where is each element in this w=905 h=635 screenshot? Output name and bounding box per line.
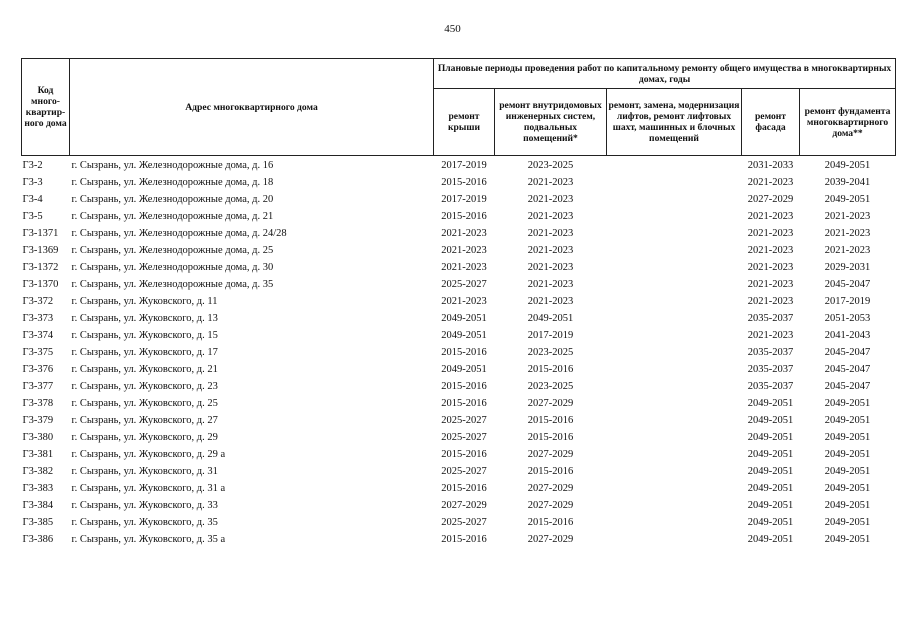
cell-roof: 2049-2051 [441, 313, 487, 324]
cell-code: Г3-384 [22, 500, 54, 511]
cell-facade: 2021-2023 [747, 228, 794, 239]
table-row [22, 225, 896, 242]
table-row [22, 208, 896, 225]
cell-facade: 2021-2023 [747, 177, 794, 188]
cell-roof: 2049-2051 [441, 330, 487, 341]
cell-elevators [607, 378, 742, 395]
cell-roof: 2015-2016 [441, 211, 487, 222]
cell-address: г. Сызрань, ул. Жуковского, д. 17 [71, 347, 218, 358]
cell-roof: 2015-2016 [441, 449, 487, 460]
cell-code: Г3-373 [22, 313, 54, 324]
repair-schedule-table [21, 58, 896, 548]
cell-facade: 2049-2051 [747, 466, 794, 477]
cell-engineering: 2015-2016 [527, 432, 574, 443]
cell-roof: 2025-2027 [441, 432, 487, 443]
cell-facade: 2049-2051 [747, 449, 794, 460]
table-row [22, 514, 896, 531]
cell-code: Г3-1370 [22, 279, 59, 290]
cell-facade: 2049-2051 [747, 483, 794, 494]
cell-foundation: 2021-2023 [824, 228, 871, 239]
cell-address: г. Сызрань, ул. Железнодорожные дома, д. 16 [71, 160, 274, 171]
cell-facade: 2021-2023 [747, 279, 794, 290]
cell-engineering: 2027-2029 [527, 534, 574, 545]
cell-engineering: 2021-2023 [527, 262, 574, 273]
cell-elevators [607, 344, 742, 361]
cell-engineering: 2015-2016 [527, 364, 574, 375]
cell-address: г. Сызрань, ул. Железнодорожные дома, д. 30 [71, 262, 274, 273]
cell-elevators [607, 497, 742, 514]
header-engineering: ремонт внутридомовых инженерных систем, подвальных помещений* [495, 89, 607, 156]
header-address: Адрес многоквартирного дома [70, 59, 434, 156]
cell-code: Г3-385 [22, 517, 54, 528]
cell-elevators [607, 412, 742, 429]
cell-foundation: 2049-2051 [824, 534, 871, 545]
cell-roof: 2017-2019 [441, 194, 487, 205]
cell-address: г. Сызрань, ул. Жуковского, д. 31 а [71, 483, 226, 494]
cell-elevators [607, 174, 742, 191]
cell-engineering: 2023-2025 [527, 160, 574, 171]
cell-elevators [607, 191, 742, 208]
cell-foundation: 2049-2051 [824, 449, 871, 460]
cell-code: Г3-386 [22, 534, 54, 545]
cell-foundation: 2017-2019 [824, 296, 871, 307]
table-row [22, 463, 896, 480]
cell-address: г. Сызрань, ул. Жуковского, д. 23 [71, 381, 218, 392]
table-row [22, 429, 896, 446]
cell-address: г. Сызрань, ул. Жуковского, д. 35 а [71, 534, 226, 545]
header-elevators: ремонт, замена, модернизация лифтов, ремонт лифтовых шахт, машинных и блочных помещений [607, 89, 742, 156]
cell-roof: 2025-2027 [441, 517, 487, 528]
cell-code: Г3-383 [22, 483, 54, 494]
page-number: 450 [444, 23, 461, 35]
table-row [22, 412, 896, 429]
cell-facade: 2035-2037 [747, 381, 794, 392]
cell-address: г. Сызрань, ул. Жуковского, д. 27 [71, 415, 218, 426]
cell-roof: 2015-2016 [441, 177, 487, 188]
cell-engineering: 2027-2029 [527, 500, 574, 511]
cell-elevators [607, 276, 742, 293]
cell-elevators [607, 463, 742, 480]
table-row [22, 497, 896, 514]
cell-code: Г3-5 [22, 211, 43, 222]
table-body [22, 156, 896, 549]
cell-code: Г3-378 [22, 398, 54, 409]
table-row [22, 395, 896, 412]
cell-engineering: 2021-2023 [527, 245, 574, 256]
cell-facade: 2021-2023 [747, 262, 794, 273]
cell-foundation: 2049-2051 [824, 160, 871, 171]
table-row [22, 259, 896, 276]
cell-engineering: 2027-2029 [527, 483, 574, 494]
cell-elevators [607, 293, 742, 310]
cell-facade: 2031-2033 [747, 160, 794, 171]
cell-elevators [607, 225, 742, 242]
cell-facade: 2049-2051 [747, 500, 794, 511]
cell-facade: 2049-2051 [747, 398, 794, 409]
cell-foundation: 2049-2051 [824, 500, 871, 511]
cell-elevators [607, 395, 742, 412]
cell-address: г. Сызрань, ул. Жуковского, д. 35 [71, 517, 218, 528]
cell-code: Г3-377 [22, 381, 54, 392]
cell-facade: 2021-2023 [747, 330, 794, 341]
cell-address: г. Сызрань, ул. Жуковского, д. 29 а [71, 449, 226, 460]
table-row [22, 361, 896, 378]
cell-code: Г3-1372 [22, 262, 59, 273]
cell-address: г. Сызрань, ул. Железнодорожные дома, д. 20 [71, 194, 274, 205]
cell-facade: 2021-2023 [747, 211, 794, 222]
table-row [22, 174, 896, 191]
cell-code: Г3-4 [22, 194, 43, 205]
cell-roof: 2015-2016 [441, 398, 487, 409]
cell-code: Г3-1371 [22, 228, 59, 239]
cell-foundation: 2029-2031 [824, 262, 871, 273]
cell-code: Г3-380 [22, 432, 54, 443]
header-group: Плановые периоды проведения работ по капитальному ремонту общего имущества в многоквартирных домах, годы [434, 59, 896, 89]
cell-facade: 2021-2023 [747, 296, 794, 307]
cell-foundation: 2049-2051 [824, 398, 871, 409]
cell-code: Г3-2 [22, 160, 43, 171]
cell-roof: 2025-2027 [441, 415, 487, 426]
cell-roof: 2021-2023 [441, 296, 487, 307]
cell-engineering: 2021-2023 [527, 296, 574, 307]
cell-elevators [607, 242, 742, 259]
cell-code: Г3-382 [22, 466, 54, 477]
cell-address: г. Сызрань, ул. Жуковского, д. 21 [71, 364, 218, 375]
cell-roof: 2015-2016 [441, 381, 487, 392]
cell-address: г. Сызрань, ул. Жуковского, д. 15 [71, 330, 218, 341]
cell-elevators [607, 156, 742, 175]
cell-code: Г3-376 [22, 364, 54, 375]
cell-foundation: 2045-2047 [824, 364, 871, 375]
cell-roof: 2015-2016 [441, 534, 487, 545]
cell-elevators [607, 446, 742, 463]
cell-foundation: 2045-2047 [824, 279, 871, 290]
cell-foundation: 2049-2051 [824, 517, 871, 528]
cell-address: г. Сызрань, ул. Железнодорожные дома, д. 24/28 [71, 228, 287, 239]
cell-foundation: 2049-2051 [824, 415, 871, 426]
cell-elevators [607, 429, 742, 446]
cell-engineering: 2017-2019 [527, 330, 574, 341]
cell-facade: 2049-2051 [747, 415, 794, 426]
cell-roof: 2021-2023 [441, 262, 487, 273]
cell-code: Г3-379 [22, 415, 54, 426]
cell-foundation: 2039-2041 [824, 177, 871, 188]
cell-engineering: 2023-2025 [527, 381, 574, 392]
cell-engineering: 2021-2023 [527, 211, 574, 222]
cell-address: г. Сызрань, ул. Жуковского, д. 11 [71, 296, 218, 307]
cell-address: г. Сызрань, ул. Жуковского, д. 25 [71, 398, 218, 409]
table-header [22, 59, 896, 156]
cell-address: г. Сызрань, ул. Железнодорожные дома, д. 18 [71, 177, 274, 188]
cell-foundation: 2021-2023 [824, 211, 871, 222]
cell-facade: 2049-2051 [747, 517, 794, 528]
cell-code: Г3-1369 [22, 245, 59, 256]
cell-foundation: 2041-2043 [824, 330, 871, 341]
cell-address: г. Сызрань, ул. Жуковского, д. 33 [71, 500, 218, 511]
cell-elevators [607, 361, 742, 378]
cell-foundation: 2021-2023 [824, 245, 871, 256]
cell-foundation: 2049-2051 [824, 194, 871, 205]
cell-elevators [607, 514, 742, 531]
cell-engineering: 2021-2023 [527, 228, 574, 239]
cell-elevators [607, 531, 742, 548]
cell-engineering: 2015-2016 [527, 466, 574, 477]
cell-facade: 2035-2037 [747, 347, 794, 358]
cell-roof: 2021-2023 [441, 228, 487, 239]
cell-facade: 2049-2051 [747, 432, 794, 443]
table-row [22, 378, 896, 395]
table-row [22, 344, 896, 361]
cell-elevators [607, 327, 742, 344]
cell-roof: 2017-2019 [441, 160, 487, 171]
cell-engineering: 2049-2051 [527, 313, 574, 324]
cell-elevators [607, 259, 742, 276]
cell-engineering: 2021-2023 [527, 279, 574, 290]
cell-address: г. Сызрань, ул. Железнодорожные дома, д. 25 [71, 245, 274, 256]
cell-roof: 2025-2027 [441, 466, 487, 477]
cell-foundation: 2049-2051 [824, 466, 871, 477]
table-row [22, 293, 896, 310]
cell-engineering: 2027-2029 [527, 398, 574, 409]
cell-engineering: 2015-2016 [527, 517, 574, 528]
cell-address: г. Сызрань, ул. Железнодорожные дома, д. 35 [71, 279, 274, 290]
cell-engineering: 2027-2029 [527, 449, 574, 460]
cell-facade: 2049-2051 [747, 534, 794, 545]
table-row [22, 310, 896, 327]
cell-code: Г3-372 [22, 296, 54, 307]
cell-elevators [607, 480, 742, 497]
cell-address: г. Сызрань, ул. Жуковского, д. 29 [71, 432, 218, 443]
cell-code: Г3-381 [22, 449, 54, 460]
cell-engineering: 2015-2016 [527, 415, 574, 426]
cell-facade: 2021-2023 [747, 245, 794, 256]
table-row [22, 531, 896, 548]
header-code: Код много-квартир-ного дома [22, 59, 70, 156]
table-row [22, 327, 896, 344]
cell-foundation: 2045-2047 [824, 381, 871, 392]
table-row [22, 276, 896, 293]
cell-facade: 2027-2029 [747, 194, 794, 205]
cell-roof: 2049-2051 [441, 364, 487, 375]
cell-foundation: 2049-2051 [824, 432, 871, 443]
cell-facade: 2035-2037 [747, 313, 794, 324]
table-row [22, 446, 896, 463]
cell-code: Г3-374 [22, 330, 54, 341]
table-row [22, 480, 896, 497]
cell-roof: 2025-2027 [441, 279, 487, 290]
table-row [22, 156, 896, 175]
cell-address: г. Сызрань, ул. Жуковского, д. 13 [71, 313, 218, 324]
cell-engineering: 2023-2025 [527, 347, 574, 358]
cell-foundation: 2045-2047 [824, 347, 871, 358]
cell-facade: 2035-2037 [747, 364, 794, 375]
cell-engineering: 2021-2023 [527, 194, 574, 205]
repair-schedule-table-container [21, 58, 895, 548]
cell-foundation: 2049-2051 [824, 483, 871, 494]
cell-elevators [607, 310, 742, 327]
cell-address: г. Сызрань, ул. Железнодорожные дома, д. 21 [71, 211, 274, 222]
header-roof: ремонт крыши [434, 89, 495, 156]
header-facade: ремонт фасада [742, 89, 800, 156]
table-row [22, 191, 896, 208]
header-foundation: ремонт фундамента многоквартирного дома** [800, 89, 896, 156]
cell-elevators [607, 208, 742, 225]
cell-engineering: 2021-2023 [527, 177, 574, 188]
table-row [22, 242, 896, 259]
cell-roof: 2015-2016 [441, 483, 487, 494]
cell-roof: 2027-2029 [441, 500, 487, 511]
cell-code: Г3-3 [22, 177, 43, 188]
cell-address: г. Сызрань, ул. Жуковского, д. 31 [71, 466, 218, 477]
cell-roof: 2015-2016 [441, 347, 487, 358]
cell-roof: 2021-2023 [441, 245, 487, 256]
cell-code: Г3-375 [22, 347, 54, 358]
cell-foundation: 2051-2053 [824, 313, 871, 324]
